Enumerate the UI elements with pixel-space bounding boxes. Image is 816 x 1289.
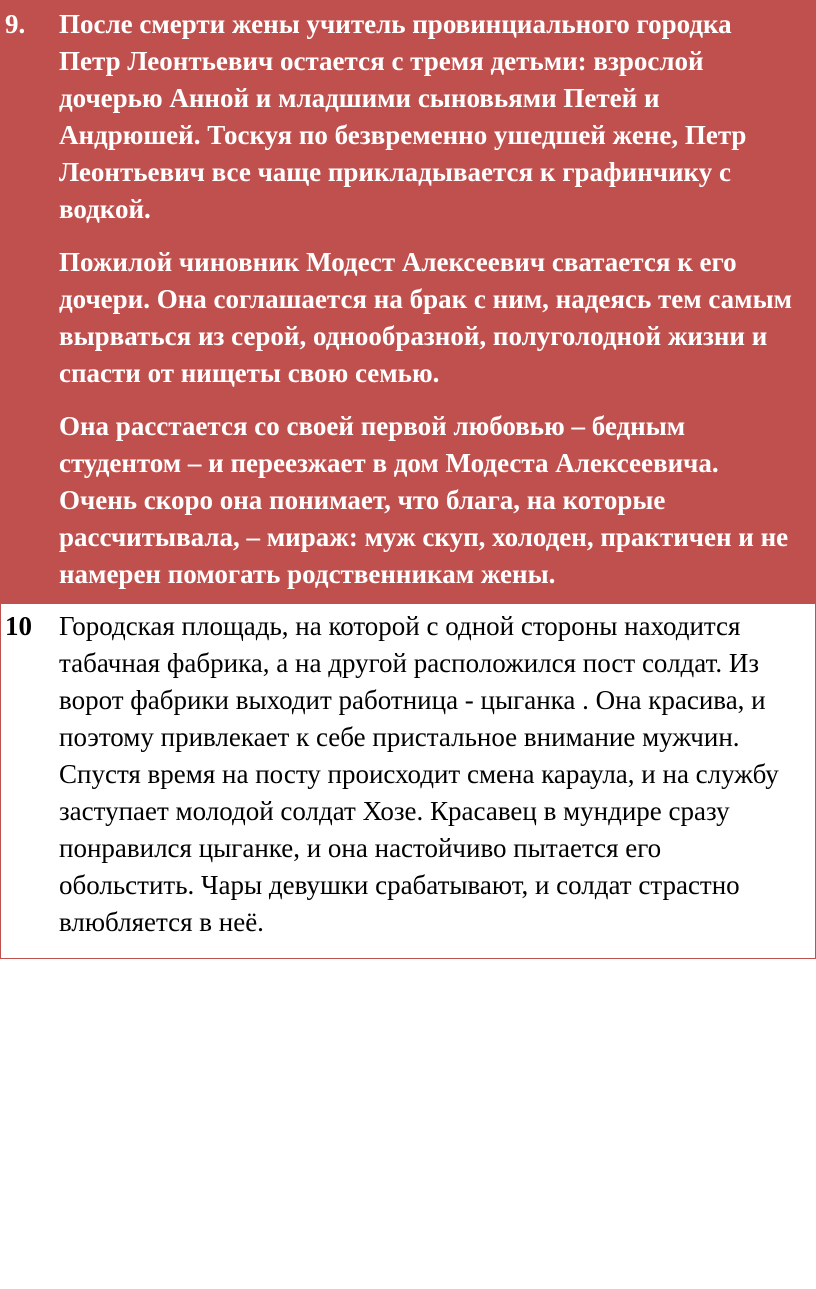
table-row-10 bbox=[1, 602, 815, 958]
paragraph: Городская площадь, на которой с одной стороны находится табачная фабрика, а на другой расположился пост солдат. Из ворот фабрики выходит работница - цыганка . Она красива, и поэтому привлекает к себе пристальное внимание мужчин. Спустя время на посту происходит смена караула, и на службу заступает молодой солдат Хозе. Красавец в мундире сразу понравился цыганке, и она настойчиво пытается его обольстить. Чары девушки срабатывают, и солдат страстно влюбляется в неё. bbox=[59, 611, 779, 937]
table-row-9 bbox=[1, 0, 815, 602]
paragraph: Пожилой чиновник Модест Алексеевич сватается к его дочери. Она соглашается на брак с ним, надеясь тем самым вырваться из серой, однообразной, полуголодной жизни и спасти от нищеты свою семью. bbox=[59, 247, 793, 388]
paragraph: Она расстается со своей первой любовью – бедным студентом – и переезжает в дом Модеста Алексеевича. Очень скоро она понимает, что блага, на которые рассчитывала, – мираж: муж скуп, холоден, практичен и не намерен помогать родственникам жены. bbox=[59, 411, 789, 589]
row-text bbox=[59, 6, 815, 602]
row-number: 9. bbox=[5, 9, 26, 39]
row-text bbox=[59, 608, 815, 958]
row-number: 10 bbox=[5, 611, 32, 641]
paragraph: После смерти жены учитель провинциального городка Петр Леонтьевич остается с тремя детьми: взрослой дочерью Анной и младшими сыновьями Петей и Андрюшей. Тоскуя по безвременно ушедшей жене, Петр Леонтьевич все чаще прикладывается к графинчику с водкой. bbox=[59, 9, 747, 224]
